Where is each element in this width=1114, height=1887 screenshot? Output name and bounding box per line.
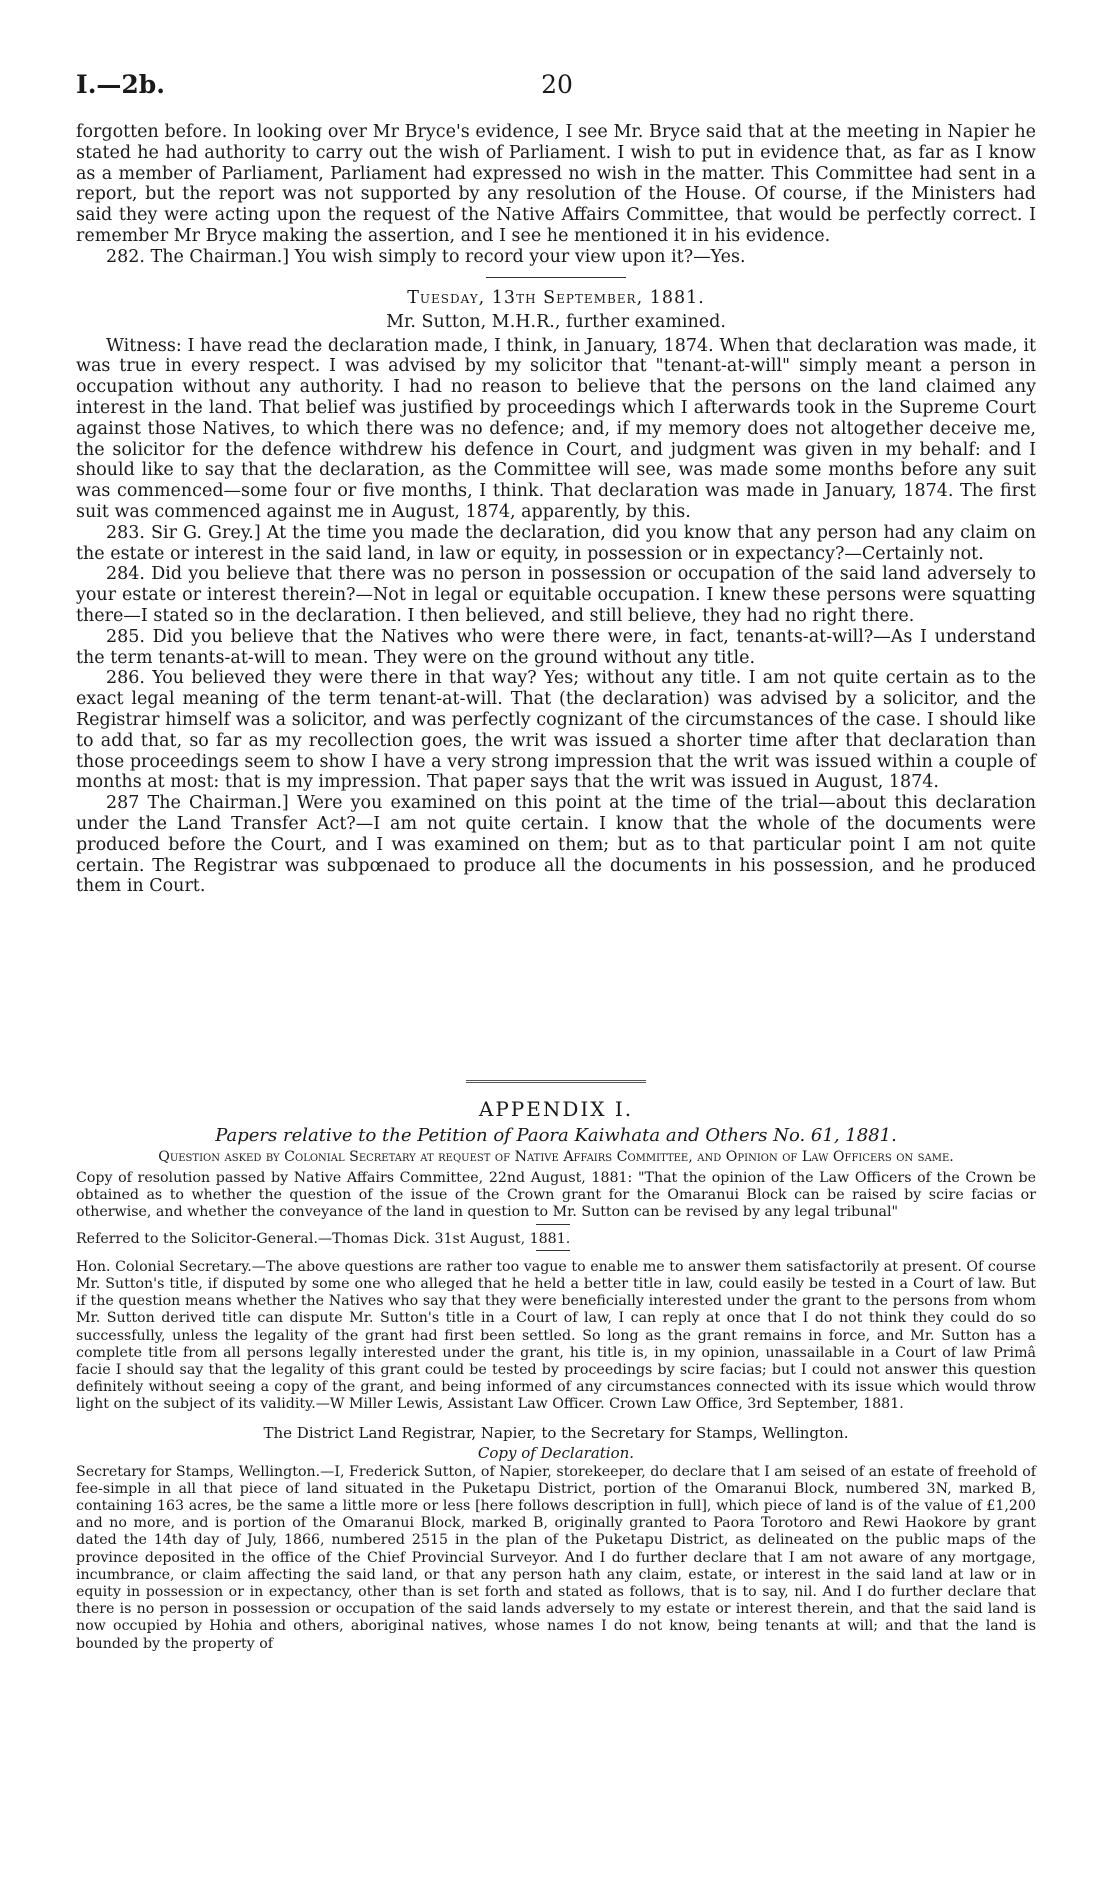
divider [486,277,626,278]
registrar-heading: The District Land Registrar, Napier, to the Secretary for Stamps, Wellington. [263,1423,849,1442]
resolution-paragraph: Copy of resolution passed by Native Affairs Committee, 22nd August, 1881: "That the opinion of the Law Officers of the Crown be obtained as to whether the question of the issue of the Crown grant for the Omaranui Block can be raised by scire facias or otherwise, and whether the conveyance of the land in question to Mr. Sutton can be revised by any legal tribunal" [76,1170,1036,1221]
opinion-paragraph: Hon. Colonial Secretary.—The above questions are rather too vague to enable me to answer them satisfactorily at present. Of course Mr. Sutton's title, if disputed by some one who alleged that he held a better title in law, could easily be tested in a Court of law. But if the question means whether the Natives who say that they were beneficially interested under the grant to the persons from whom Mr. Sutton derived title can dispute Mr. Sutton's title in a Court of law, I can reply at once that I do not think they could do so successfully, unless the legality of the grant had first been settled. So long as the grant remains in force, and Mr. Sutton has a complete title from all persons legally interested under the grant, his title is, in my opinion, unassailable in a Court of law Primâ facie I should say that the legality of this grant could be tested by proceedings by scire facias; but I could not answer this question definitely without seeing a copy of the grant, and being informed of any circumstances connected with its issue which would throw light on the subject of its validity.—W Miller Lewis, Assistant Law Officer. Crown Law Office, 3rd September, 1881. [76,1258,1036,1413]
divider [536,1224,570,1225]
section-divider [466,1080,646,1083]
question-paragraph: 282. The Chairman.] You wish simply to record your view upon it?—Yes. [106,246,746,267]
referral-line: Referred to the Solicitor-General.—Thomas Dick. 31st August, 1881. [76,1230,571,1247]
session-date: Tuesday, 13th September, 1881. [407,287,705,308]
page-number: 20 [541,70,573,99]
page-header [76,70,1038,106]
appendix-subtitle: Papers relative to the Petition of Paora Kaiwhata and Others No. 61, 1881. [215,1125,897,1146]
declaration-heading: Copy of Declaration. [477,1443,635,1462]
question-paragraph: 287 The Chairman.] Were you examined on this point at the time of the trial—about this declaration under the Land Transfer Act?—I am not quite certain. I know that the whole of the documents were produced before the Court, and I was examined on them; but as to that particular point I am not quite certain. The Registrar was subpœnaed to produce all the documents in his possession, and he produced them in Court. [76,793,1036,897]
evidence-section [76,122,1036,897]
appendix-question-line: Question asked by Colonial Secretary at request of Native Affairs Committee, and Opinion of Law Officers on same. [158,1149,954,1165]
appendix-section [76,1066,1036,1653]
witness-heading: Mr. Sutton, M.H.R., further examined. [386,311,726,332]
declaration-paragraph: Secretary for Stamps, Wellington.—I, Frederick Sutton, of Napier, storekeeper, do declare that I am seised of an estate of freehold of fee-simple in all that piece of land situated in the Puketapu District, portion of the Omaranui Block, numbered 3N, marked B, containing 163 acres, be the same a little more or less [here follows description in full], which piece of land is of the value of £1,200 and no more, and is portion of the Omaranui Block, marked B, originally granted to Paora Torotoro and Rewi Haokore by grant dated the 14th day of July, 1866, numbered 2515 in the plan of the Puketapu District, as delineated on the public maps of the province deposited in the office of the Chief Provincial Surveyor. And I do further declare that I am not aware of any mortgage, incumbrance, or claim affecting the said land, or that any person hath any claim, estate, or interest in the said land at law or in equity in possession or in expectancy, other than is set forth and stated as follows, that is to say, nil. And I do further declare that there is no person in possession or occupation of the said lands adversely to my estate or interest therein, and that the said land is now occupied by Hohia and others, aboriginal natives, whose names I do not know, being tenants at will; and that the land is bounded by the property of [76,1463,1036,1652]
question-paragraph: 284. Did you believe that there was no person in possession or occupation of the said land adversely to your estate or interest therein?—Not in legal or equitable occupation. I knew these persons were squatting there—I stated so in the declaration. I then believed, and still believe, they had no right there. [76,564,1036,626]
question-paragraph: 283. Sir G. Grey.] At the time you made the declaration, did you know that any person had any claim on the estate or interest in the said land, in law or equity, in possession or in expectancy?—Certainly not. [76,522,1036,564]
appendix-title: APPENDIX I. [478,1097,634,1121]
question-paragraph: 285. Did you believe that the Natives who were there were, in fact, tenants-at-will?—As I understand the term tenants-at-will to mean. They were on the ground without any title. [76,626,1036,668]
divider [536,1250,570,1251]
question-paragraph: 286. You believed they were there in that way? Yes; without any title. I am not quite certain as to the exact legal meaning of the term tenant-at-will. That (the declaration) was advised by a solicitor, and the Registrar himself was a solicitor, and was perfectly cognizant of the circumstances of the case. I should like to add that, so far as my recollection goes, the writ was issued a shorter time after that declaration than those proceedings seem to show I have a very strong impression that the writ was issued within a couple of months at most: that is my impression. That paper says that the writ was issued in August, 1874. [76,668,1036,793]
evidence-paragraph: Witness: I have read the declaration made, I think, in January, 1874. When that declaration was made, it was true in every respect. I was advised by my solicitor that "tenant-at-will" simply meant a person in occupation without any authority. I had no reason to believe that the persons on the land claimed any interest in the land. That belief was justified by proceedings which I afterwards took in the Supreme Court against those Natives, to which there was no defence; and, if my memory does not altogether deceive me, the solicitor for the defence withdrew his defence in Court, and judgment was given in my behalf: and I should like to say that the declaration, as the Committee will see, was made some months before any suit was commenced—some four or five months, I think. That declaration was made in January, 1874. The first suit was commenced against me in August, 1874, apparently, by this. [76,335,1036,522]
body-paragraph: forgotten before. In looking over Mr Bryce's evidence, I see Mr. Bryce said that at the meeting in Napier he stated he had authority to carry out the wish of Parliament. I wish to put in evidence that, as far as I know as a member of Parliament, Parliament had expressed no wish in the matter. This Committee had sent in a report, but the report was not supported by any resolution of the House. Of course, if the Ministers had said they were acting upon the request of the Native Affairs Committee, that would be perfectly correct. I remember Mr Bryce making the assertion, and I see he mentioned it in his evidence. [76,122,1036,246]
paper-reference: I.—2b. [76,70,165,99]
